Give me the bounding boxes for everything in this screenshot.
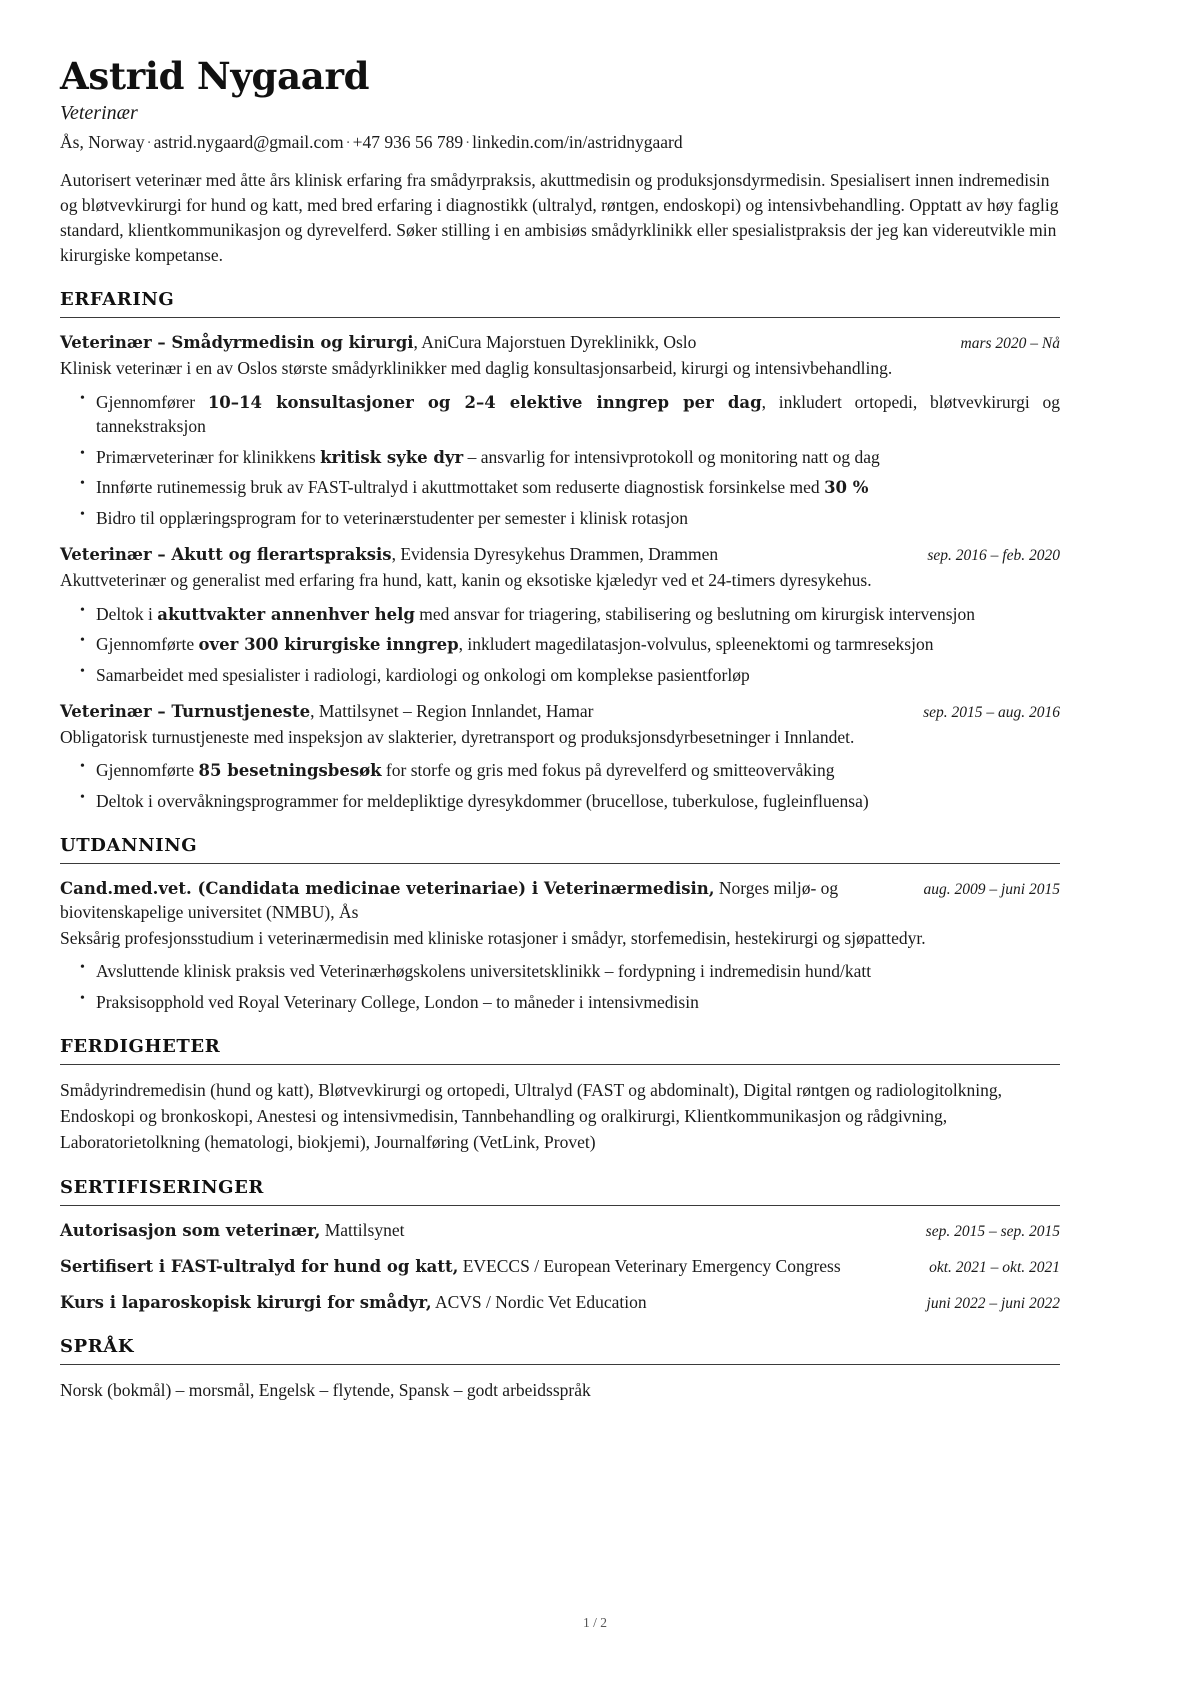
section-certifications — [60, 1177, 1060, 1314]
certification-rows — [60, 1219, 1060, 1314]
resume-entry — [60, 877, 1060, 1014]
bullet-text: Deltok i overvåkningsprogrammer for meldepliktige dyresykdommer (brucellose, tuberkulose, fugleinfluensa) — [96, 790, 869, 811]
entry-bullet-list — [60, 602, 1060, 688]
page-title: Astrid Nygaard — [60, 54, 370, 98]
certification-issuer: Mattilsynet — [320, 1220, 405, 1241]
experience-entries — [60, 331, 1060, 813]
contact-separator-icon: · — [146, 135, 152, 152]
bullet-text: Gjennomfører — [96, 391, 208, 412]
certification-name — [60, 1219, 908, 1243]
section-title-experience: ERFARING — [60, 289, 175, 311]
section-education — [60, 835, 1060, 1014]
page-footer: 1 / 2 — [582, 1615, 607, 1630]
entry-header — [60, 700, 1060, 724]
certification-row — [60, 1255, 1060, 1279]
certification-issuer: EVECCS / European Veterinary Emergency Congress — [458, 1255, 841, 1276]
contact-linkedin[interactable]: linkedin.com/in/astridnygaard — [472, 132, 683, 153]
entry-role: Veterinær – Smådyrmedisin og kirurgi — [60, 333, 414, 353]
certification-title: Kurs i laparoskopisk kirurgi for smådyr, — [60, 1292, 432, 1312]
entry-title — [60, 877, 906, 925]
entry-organization: , Mattilsynet – Region Innlandet, Hamar — [310, 701, 594, 722]
bullet-emphasis: kritisk syke dyr — [320, 447, 464, 467]
contact-location: Ås, Norway — [60, 132, 145, 153]
section-languages — [60, 1336, 1060, 1404]
bullet-emphasis: 85 besetningsbesøk — [198, 761, 382, 781]
section-divider — [60, 1364, 1060, 1365]
bullet-item — [60, 475, 1060, 500]
section-divider — [60, 1205, 1060, 1206]
certification-row — [60, 1291, 1060, 1315]
contact-separator-icon: · — [345, 135, 351, 152]
bullet-text: Deltok i — [96, 603, 158, 624]
entry-bullet-list — [60, 959, 1060, 1014]
certification-name — [60, 1291, 909, 1315]
bullet-text: Avsluttende klinisk praksis ved Veterinærhøgskolens universitetsklinikk – fordypning i indremedisin hund/katt — [96, 961, 872, 982]
resume-entry — [60, 543, 1060, 687]
section-title-education: UTDANNING — [60, 835, 198, 857]
bullet-text: Bidro til opplæringsprogram for to veterinærstudenter per semester i klinisk rotasjon — [96, 507, 688, 528]
bullet-text: – ansvarlig for intensivprotokoll og monitoring natt og dag — [463, 446, 880, 467]
bullet-item — [60, 789, 1060, 814]
contact-phone[interactable]: +47 936 56 789 — [352, 132, 464, 153]
bullet-text: Samarbeidet med spesialister i radiologi, kardiologi og onkologi om komplekse pasientforløp — [96, 664, 750, 685]
entry-role: Veterinær – Akutt og flerartspraksis — [60, 545, 392, 565]
bullet-item — [60, 990, 1060, 1015]
bullet-text: for storfe og gris med fokus på dyrevelferd og smitteovervåking — [381, 760, 835, 781]
entry-title — [60, 331, 943, 355]
bullet-item — [60, 445, 1060, 470]
entry-title — [60, 700, 905, 724]
section-title-certifications: SERTIFISERINGER — [60, 1177, 264, 1199]
skills-list: Smådyrindremedisin (hund og katt), Bløtvevkirurgi og ortopedi, Ultralyd (FAST og abdominalt), Digital røntgen og radiologitolkning, Endoskopi og bronkoskopi, Anestesi og intensivmedisin, Tannbehandling og oralkirurgi, Klientkommunikasjon og rådgivning, Laboratorietolkning (hematologi, biokjemi), Journalføring (VetLink, Provet) — [60, 1080, 1002, 1152]
contact-separator-icon: · — [465, 135, 471, 152]
bullet-item — [60, 632, 1060, 657]
entry-description: Seksårig profesjonsstudium i veterinærmedisin med kliniske rotasjoner i smådyr, storfemedisin, hestekirurgi og sjøpattedyr. — [60, 927, 926, 948]
bullet-item — [60, 390, 1060, 439]
bullet-text: Gjennomførte — [96, 760, 199, 781]
bullet-text: , inkludert ortopedi, bløtvevkirurgi og tannekstraksjon — [96, 391, 1060, 437]
bullet-text: Gjennomførte — [96, 634, 199, 655]
certification-title: Autorisasjon som veterinær, — [60, 1221, 321, 1241]
professional-summary: Autorisert veterinær med åtte års klinisk erfaring fra smådyrpraksis, akuttmedisin og produksjonsdyrmedisin. Spesialisert innen indremedisin og bløtvevkirurgi for hund og katt, med bred erfaring i diagnostikk (ultralyd, røntgen, endoskopi) og intensivbehandling. Opptatt av høy faglig standard, klientkommunikasjon og dyrevelferd. Søker stilling i en ambisiøs smådyrklinikk eller spesialistpraksis der jeg kan videreutvikle min kirurgiske kompetanse. — [60, 170, 1059, 265]
entry-description: Obligatorisk turnustjeneste med inspeksjon av slakterier, dyretransport og produksjonsdyrbesetninger i Innlandet. — [60, 726, 855, 747]
entry-header — [60, 877, 1060, 925]
bullet-emphasis: 10–14 konsultasjoner og 2–4 elektive inngrep per dag — [207, 392, 762, 412]
certification-name — [60, 1255, 911, 1279]
contact-line — [60, 131, 1060, 155]
section-title-skills: FERDIGHETER — [60, 1036, 221, 1058]
resume-header — [60, 56, 1060, 267]
bullet-item — [60, 506, 1060, 531]
certification-title: Sertifisert i FAST-ultralyd for hund og katt, — [60, 1256, 459, 1276]
section-experience — [60, 289, 1060, 813]
contact-email[interactable]: astrid.nygaard@gmail.com — [153, 132, 344, 153]
bullet-item — [60, 602, 1060, 627]
bullet-emphasis: 30 % — [824, 478, 869, 498]
bullet-text: , inkludert magedilatasjon-volvulus, spleenektomi og tarmreseksjon — [458, 634, 934, 655]
certification-row — [60, 1219, 1060, 1243]
section-divider — [60, 1064, 1060, 1065]
entry-date: mars 2020 – Nå — [960, 335, 1060, 353]
bullet-text: Innførte rutinemessig bruk av FAST-ultralyd i akuttmottaket som reduserte diagnostisk forsinkelse med — [96, 477, 825, 498]
bullet-text: Primærveterinær for klinikkens — [96, 446, 321, 467]
entry-description: Klinisk veterinær i en av Oslos største smådyrklinikker med daglig konsultasjonsarbeid, kirurgi og intensivbehandling. — [60, 358, 893, 379]
resume-entry — [60, 700, 1060, 813]
entry-title — [60, 543, 909, 567]
education-entries — [60, 877, 1060, 1014]
entry-organization: , Evidensia Dyresykehus Drammen, Drammen — [391, 544, 719, 565]
entry-bullet-list — [60, 758, 1060, 813]
entry-bullet-list — [60, 390, 1060, 531]
bullet-text: med ansvar for triagering, stabilisering og beslutning om kirurgisk intervensjon — [414, 603, 975, 624]
section-divider — [60, 317, 1060, 318]
certification-date: okt. 2021 – okt. 2021 — [929, 1258, 1060, 1276]
resume-entry — [60, 331, 1060, 530]
languages-list: Norsk (bokmål) – morsmål, Engelsk – flytende, Spansk – godt arbeidsspråk — [60, 1380, 591, 1401]
professional-headline: Veterinær — [60, 102, 138, 125]
entry-organization: Norges miljø- og biovitenskapelige universitet (NMBU), Ås — [60, 878, 839, 923]
bullet-text: Praksisopphold ved Royal Veterinary College, London – to måneder i intensivmedisin — [96, 991, 699, 1012]
entry-date: aug. 2009 – juni 2015 — [923, 881, 1060, 899]
entry-organization: , AniCura Majorstuen Dyreklinikk, Oslo — [413, 332, 697, 353]
entry-header — [60, 543, 1060, 567]
entry-header — [60, 331, 1060, 355]
entry-date: sep. 2015 – aug. 2016 — [923, 704, 1060, 722]
entry-description: Akuttveterinær og generalist med erfaring fra hund, katt, kanin og eksotiske kjæledyr ved et 24-timers dyresykehus. — [60, 570, 872, 591]
section-skills — [60, 1036, 1060, 1155]
section-divider — [60, 863, 1060, 864]
entry-role: Veterinær – Turnustjeneste — [60, 702, 311, 722]
bullet-item — [60, 758, 1060, 783]
section-title-languages: SPRÅK — [60, 1336, 135, 1358]
bullet-item — [60, 663, 1060, 688]
entry-date: sep. 2016 – feb. 2020 — [927, 547, 1060, 565]
entry-role: Cand.med.vet. (Candidata medicinae veterinariae) i Veterinærmedisin, — [60, 879, 715, 899]
certification-issuer: ACVS / Nordic Vet Education — [431, 1291, 647, 1312]
bullet-item — [60, 959, 1060, 984]
bullet-emphasis: over 300 kirurgiske inngrep — [198, 635, 459, 655]
bullet-emphasis: akuttvakter annenhver helg — [157, 604, 415, 624]
certification-date: juni 2022 – juni 2022 — [926, 1294, 1060, 1312]
certification-date: sep. 2015 – sep. 2015 — [925, 1223, 1060, 1241]
